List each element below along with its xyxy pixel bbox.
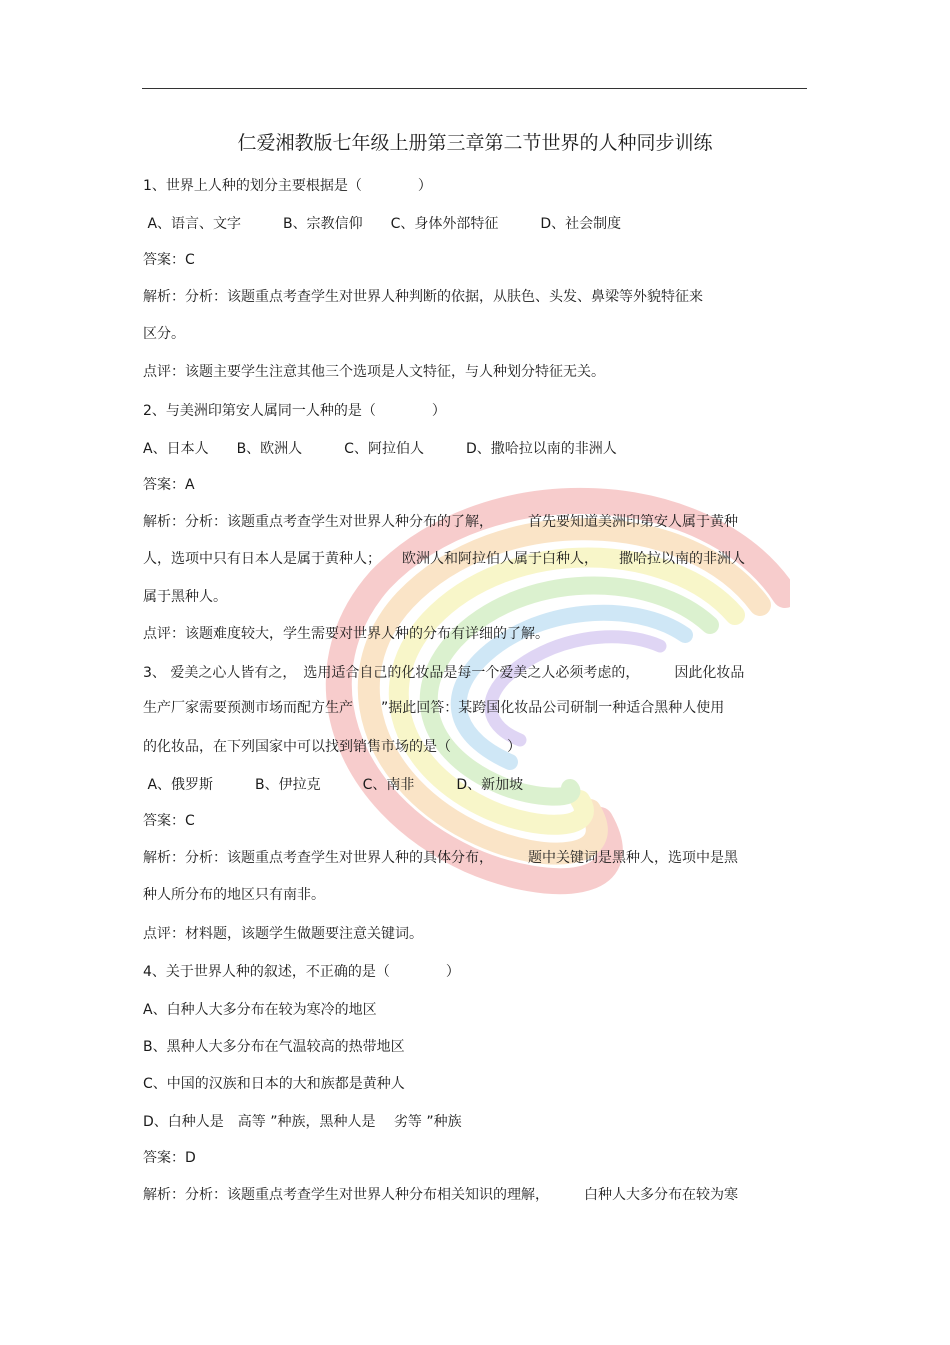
q4-option-d: D、白种人是 高等 ”种族，黑种人是 劣等 ”种族 <box>143 1114 462 1130</box>
q4-option-b: B、黑种人大多分布在气温较高的热带地区 <box>143 1039 405 1055</box>
q3-options: A、俄罗斯 B、伊拉克 C、南非 D、新加坡 <box>143 777 524 793</box>
q4-option-a: A、白种人大多分布在较为寒冷的地区 <box>143 1002 377 1018</box>
q2-analysis-cont2: 属于黑种人。 <box>143 589 227 605</box>
q4-answer: 答案：D <box>143 1150 196 1166</box>
q1-analysis-cont: 区分。 <box>143 326 185 342</box>
q3-answer: 答案：C <box>143 813 195 829</box>
q1-options: A、语言、文字 B、宗教信仰 C、身体外部特征 D、社会制度 <box>143 216 622 232</box>
q2-answer: 答案：A <box>143 477 195 493</box>
q2-comment: 点评：该题难度较大，学生需要对世界人种的分布有详细的了解。 <box>143 626 549 642</box>
q1-stem: 1、世界上人种的划分主要根据是（ ） <box>143 178 432 194</box>
q4-option-c: C、中国的汉族和日本的大和族都是黄种人 <box>143 1076 405 1092</box>
q1-analysis: 解析：分析：该题重点考查学生对世界人种判断的依据，从肤色、头发、鼻梁等外貌特征来 <box>143 289 703 305</box>
q3-stem: 3、 爱美之心人皆有之， 选用适合自己的化妆品是每一个爱美之人必须考虑的， 因此化妆品 <box>143 665 745 681</box>
q1-comment: 点评：该题主要学生注意其他三个选项是人文特征，与人种划分特征无关。 <box>143 364 605 380</box>
header-rule <box>142 88 807 89</box>
q2-options: A、日本人 B、欧洲人 C、阿拉伯人 D、撒哈拉以南的非洲人 <box>143 441 617 457</box>
q3-stem-cont2: 的化妆品，在下列国家中可以找到销售市场的是（ ） <box>143 739 521 755</box>
q2-stem: 2、与美洲印第安人属同一人种的是（ ） <box>143 403 446 419</box>
q3-analysis-cont: 种人所分布的地区只有南非。 <box>143 887 325 903</box>
q4-analysis: 解析：分析：该题重点考查学生对世界人种分布相关知识的理解， 白种人大多分布在较为寒 <box>143 1187 738 1203</box>
q3-analysis: 解析：分析：该题重点考查学生对世界人种的具体分布， 题中关键词是黑种人，选项中是黑 <box>143 850 738 866</box>
page-title: 仁爱湘教版七年级上册第三章第二节世界的人种同步训练 <box>237 132 713 154</box>
q3-comment: 点评：材料题，该题学生做题要注意关键词。 <box>143 926 423 942</box>
q4-stem: 4、关于世界人种的叙述，不正确的是（ ） <box>143 964 460 980</box>
q2-analysis: 解析：分析：该题重点考查学生对世界人种分布的了解， 首先要知道美洲印第安人属于黄种 <box>143 514 738 530</box>
q2-analysis-cont: 人，选项中只有日本人是属于黄种人； 欧洲人和阿拉伯人属于白种人， 撒哈拉以南的非洲人 <box>143 551 745 567</box>
q1-answer: 答案：C <box>143 252 195 268</box>
q3-stem-cont: 生产厂家需要预测市场而配方生产 ”据此回答：某跨国化妆品公司研制一种适合黑种人使用 <box>143 700 725 716</box>
